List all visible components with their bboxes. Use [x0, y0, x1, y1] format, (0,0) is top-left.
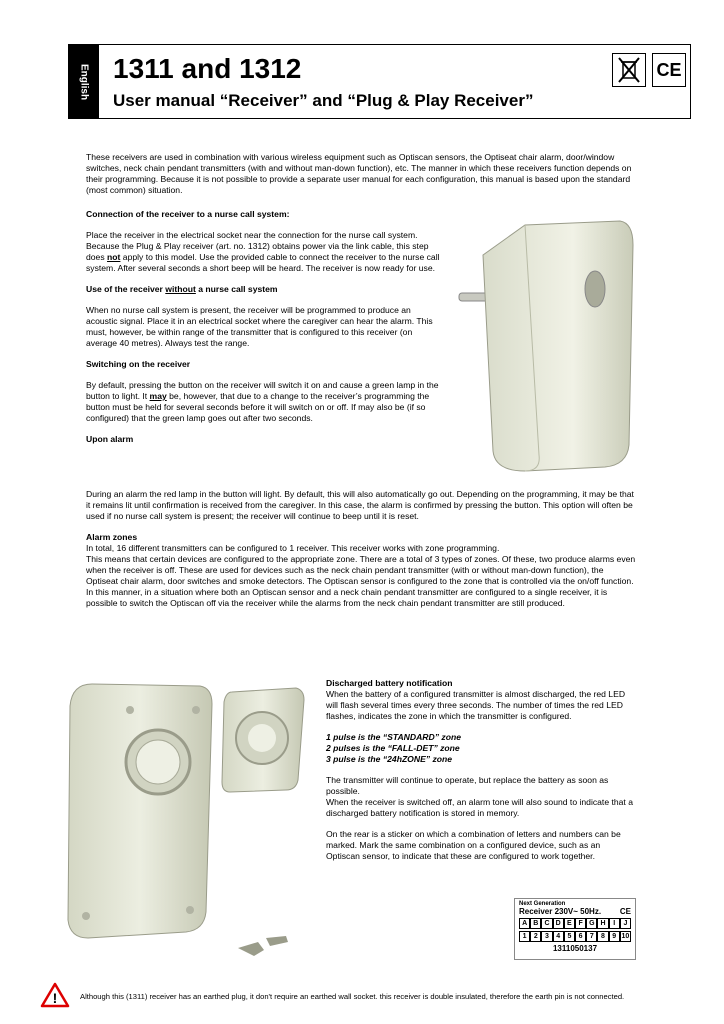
- sticker-letter-cell: G: [586, 918, 597, 929]
- switching-emphasis: may: [149, 391, 167, 401]
- battery-heading: Discharged battery notification: [326, 678, 453, 688]
- battery-section: [326, 678, 636, 872]
- ce-mark-icon: CE: [652, 53, 686, 87]
- battery-paragraph: When the battery of a configured transmitter is almost discharged, the red LED will flash several times every three seconds. The number of times the red LED flashes, indicates the zone in which the transmitter is configured.: [326, 689, 626, 721]
- battery-continue-1: The transmitter will continue to operate, but replace the battery as soon as possible.: [326, 775, 609, 796]
- sticker-ce-mark: CE: [619, 907, 631, 916]
- sticker-model: Receiver 230V~ 50Hz.: [519, 907, 602, 916]
- receiver-photo: [455, 215, 645, 485]
- housing-photo: [58, 680, 318, 970]
- wide-column: [86, 489, 636, 609]
- connection-heading: Connection of the receiver to a nurse call system:: [86, 209, 290, 219]
- certification-marks: [612, 53, 686, 87]
- connection-emphasis: not: [107, 252, 121, 262]
- sticker-letter-cell: H: [597, 918, 608, 929]
- sticker-number-cell: 10: [621, 933, 630, 940]
- document-header: [68, 44, 691, 119]
- intro-paragraph: These receivers are used in combination with various wireless equipment such as Optiscan sensors, the Optiseat chair alarm, door/window switches, neck chain pendant transmitters (with and without man-down function), etc. The manner in which these receivers function depends on their programming. Because it is not possible to provide a separate user manual for each configuration, this manual is based upon the standard (most common) situation.: [86, 152, 632, 195]
- warning-icon: [40, 982, 70, 1008]
- sticker-letter-cell: E: [564, 918, 575, 929]
- footer-note: [40, 982, 700, 1010]
- alarm-paragraph: During an alarm the red lamp in the button will light. By default, this will also automatically go out. Depending on the programming, it may be that it remains lit until confirmation is received from the caregiver. In this case, the alarm is confirmed by pressing the button. This option will often be used if no nurse call system is present; the receiver will continue to beep until it is reset.: [86, 489, 634, 521]
- narrow-column: [86, 209, 442, 455]
- sticker-letter-cell: C: [541, 918, 552, 929]
- sticker-number-cell: 8: [597, 931, 608, 942]
- language-label: English: [78, 63, 90, 100]
- sticker-number-cell: 3: [541, 931, 552, 942]
- battery-continue-2: When the receiver is switched off, an alarm tone will also sound to indicate that a discharged battery notification is stored in memory.: [326, 797, 633, 818]
- document-subtitle: User manual “Receiver” and “Plug & Play Receiver”: [113, 91, 534, 110]
- sticker-number-cell: 4: [553, 931, 564, 942]
- sticker-letter-cell: D: [553, 918, 564, 929]
- pulse-item: 1 pulse is the “STANDARD” zone: [326, 732, 461, 742]
- battery-continue-paragraph: [326, 775, 636, 819]
- sticker-number-cell: 1: [519, 931, 530, 942]
- sticker-number-cell: 6: [575, 931, 586, 942]
- pulse-item: 2 pulses is the “FALL-DET” zone: [326, 743, 460, 753]
- sticker-letter-cell: A: [519, 918, 530, 929]
- crossed-out-bin-icon: [612, 53, 646, 87]
- rear-sticker: [514, 898, 636, 960]
- footer-text: Although this (1311) receiver has an earthed plug, it don't require an earthed wall socket. this receiver is double insulated, therefore the earth pin is not connected.: [80, 992, 625, 1001]
- sticker-number-cell: 9: [609, 931, 620, 942]
- pulse-list: [326, 732, 636, 765]
- sticker-letter-cell: J: [620, 918, 631, 929]
- sticker-number-cell: 2: [530, 931, 541, 942]
- sticker-serial: 1311050137: [552, 944, 598, 953]
- zones-line-1: In total, 16 different transmitters can be configured to 1 receiver. This receiver works with zone programming.: [86, 543, 500, 553]
- pulse-item: 3 pulse is the “24hZONE” zone: [326, 754, 453, 764]
- switching-heading: Switching on the receiver: [86, 359, 191, 369]
- connection-paragraph: [86, 230, 442, 274]
- intro-section: [86, 152, 636, 206]
- zones-heading: Alarm zones: [86, 532, 138, 542]
- document-title: 1311 and 1312: [113, 53, 302, 84]
- without-heading-1: Use of the receiver: [86, 284, 166, 294]
- sticker-number-cell: 5: [564, 931, 575, 942]
- without-heading-2: a nurse call system: [195, 284, 278, 294]
- connection-text-1: Place the receiver in the electrical socket near the connection for the nurse call system. Because the Plug & Play receiver (art. no. 1312) obtains power via the link cable, this step does: [86, 230, 429, 262]
- rear-sticker-paragraph: On the rear is a sticker on which a combination of letters and numbers can be marked. Mark the same combination on a configured device, such as an Optiscan sensor, to indicate that these are configured to work together.: [326, 829, 621, 861]
- language-tab: [69, 45, 99, 118]
- without-heading: [86, 284, 442, 295]
- alarm-heading: Upon alarm: [86, 434, 134, 444]
- sticker-letter-cell: F: [575, 918, 586, 929]
- switching-text-1: By default, pressing the button on the receiver will switch it on and cause a green lamp in the button to light. It: [86, 380, 439, 401]
- sticker-letter-cell: I: [609, 918, 620, 929]
- sticker-number-grid: [519, 931, 631, 942]
- zones-paragraph: This means that certain devices are configured to the appropriate zone. There are a total of 3 types of zones. Of these, two produce alarms even when the receiver is off. These are used for devices such as the neck chain pendant transmitter (with or without man-down function), the Optiseat chair alarm, door switches and smoke detectors. The Optiscan sensor is configured to the zone that is controlled via the on/off function. In this manner, in a situation where both an Optiscan sensor and a neck chain pendant transmitter are configured to a single receiver, it is possible to switch the Optiscan off via the receiver while the alarms from the neck chain pendant transmitter are still produced.: [86, 554, 636, 608]
- connection-text-2: apply to this model. Use the provided cable to connect the receiver to the nurse call system. After several seconds a short beep will be heard. The receiver is now ready for use.: [86, 252, 440, 273]
- sticker-letter-grid: [519, 918, 631, 929]
- without-paragraph: When no nurse call system is present, the receiver will be programmed to produce an acoustic signal. Place it in an electrical socket where the caregiver can hear the alarm. This must, however, be within range of the transmitter that is configured to this receiver (on average 40 metres). Always test the range.: [86, 305, 433, 348]
- sticker-number-cell: 7: [586, 931, 597, 942]
- sticker-model-row: [519, 907, 631, 916]
- sticker-brand: Next Generation: [519, 901, 566, 907]
- sticker-letter-cell: B: [530, 918, 541, 929]
- without-heading-emphasis: without: [165, 284, 196, 294]
- warning-glyph: !: [52, 990, 58, 1006]
- switching-paragraph: [86, 380, 442, 424]
- switching-text-2: be, however, that due to a change to the receiver’s programming the button must be held for several seconds before it will switch on or off. If may also be (if so configured) that the green lamp goes out after two seconds.: [86, 391, 430, 423]
